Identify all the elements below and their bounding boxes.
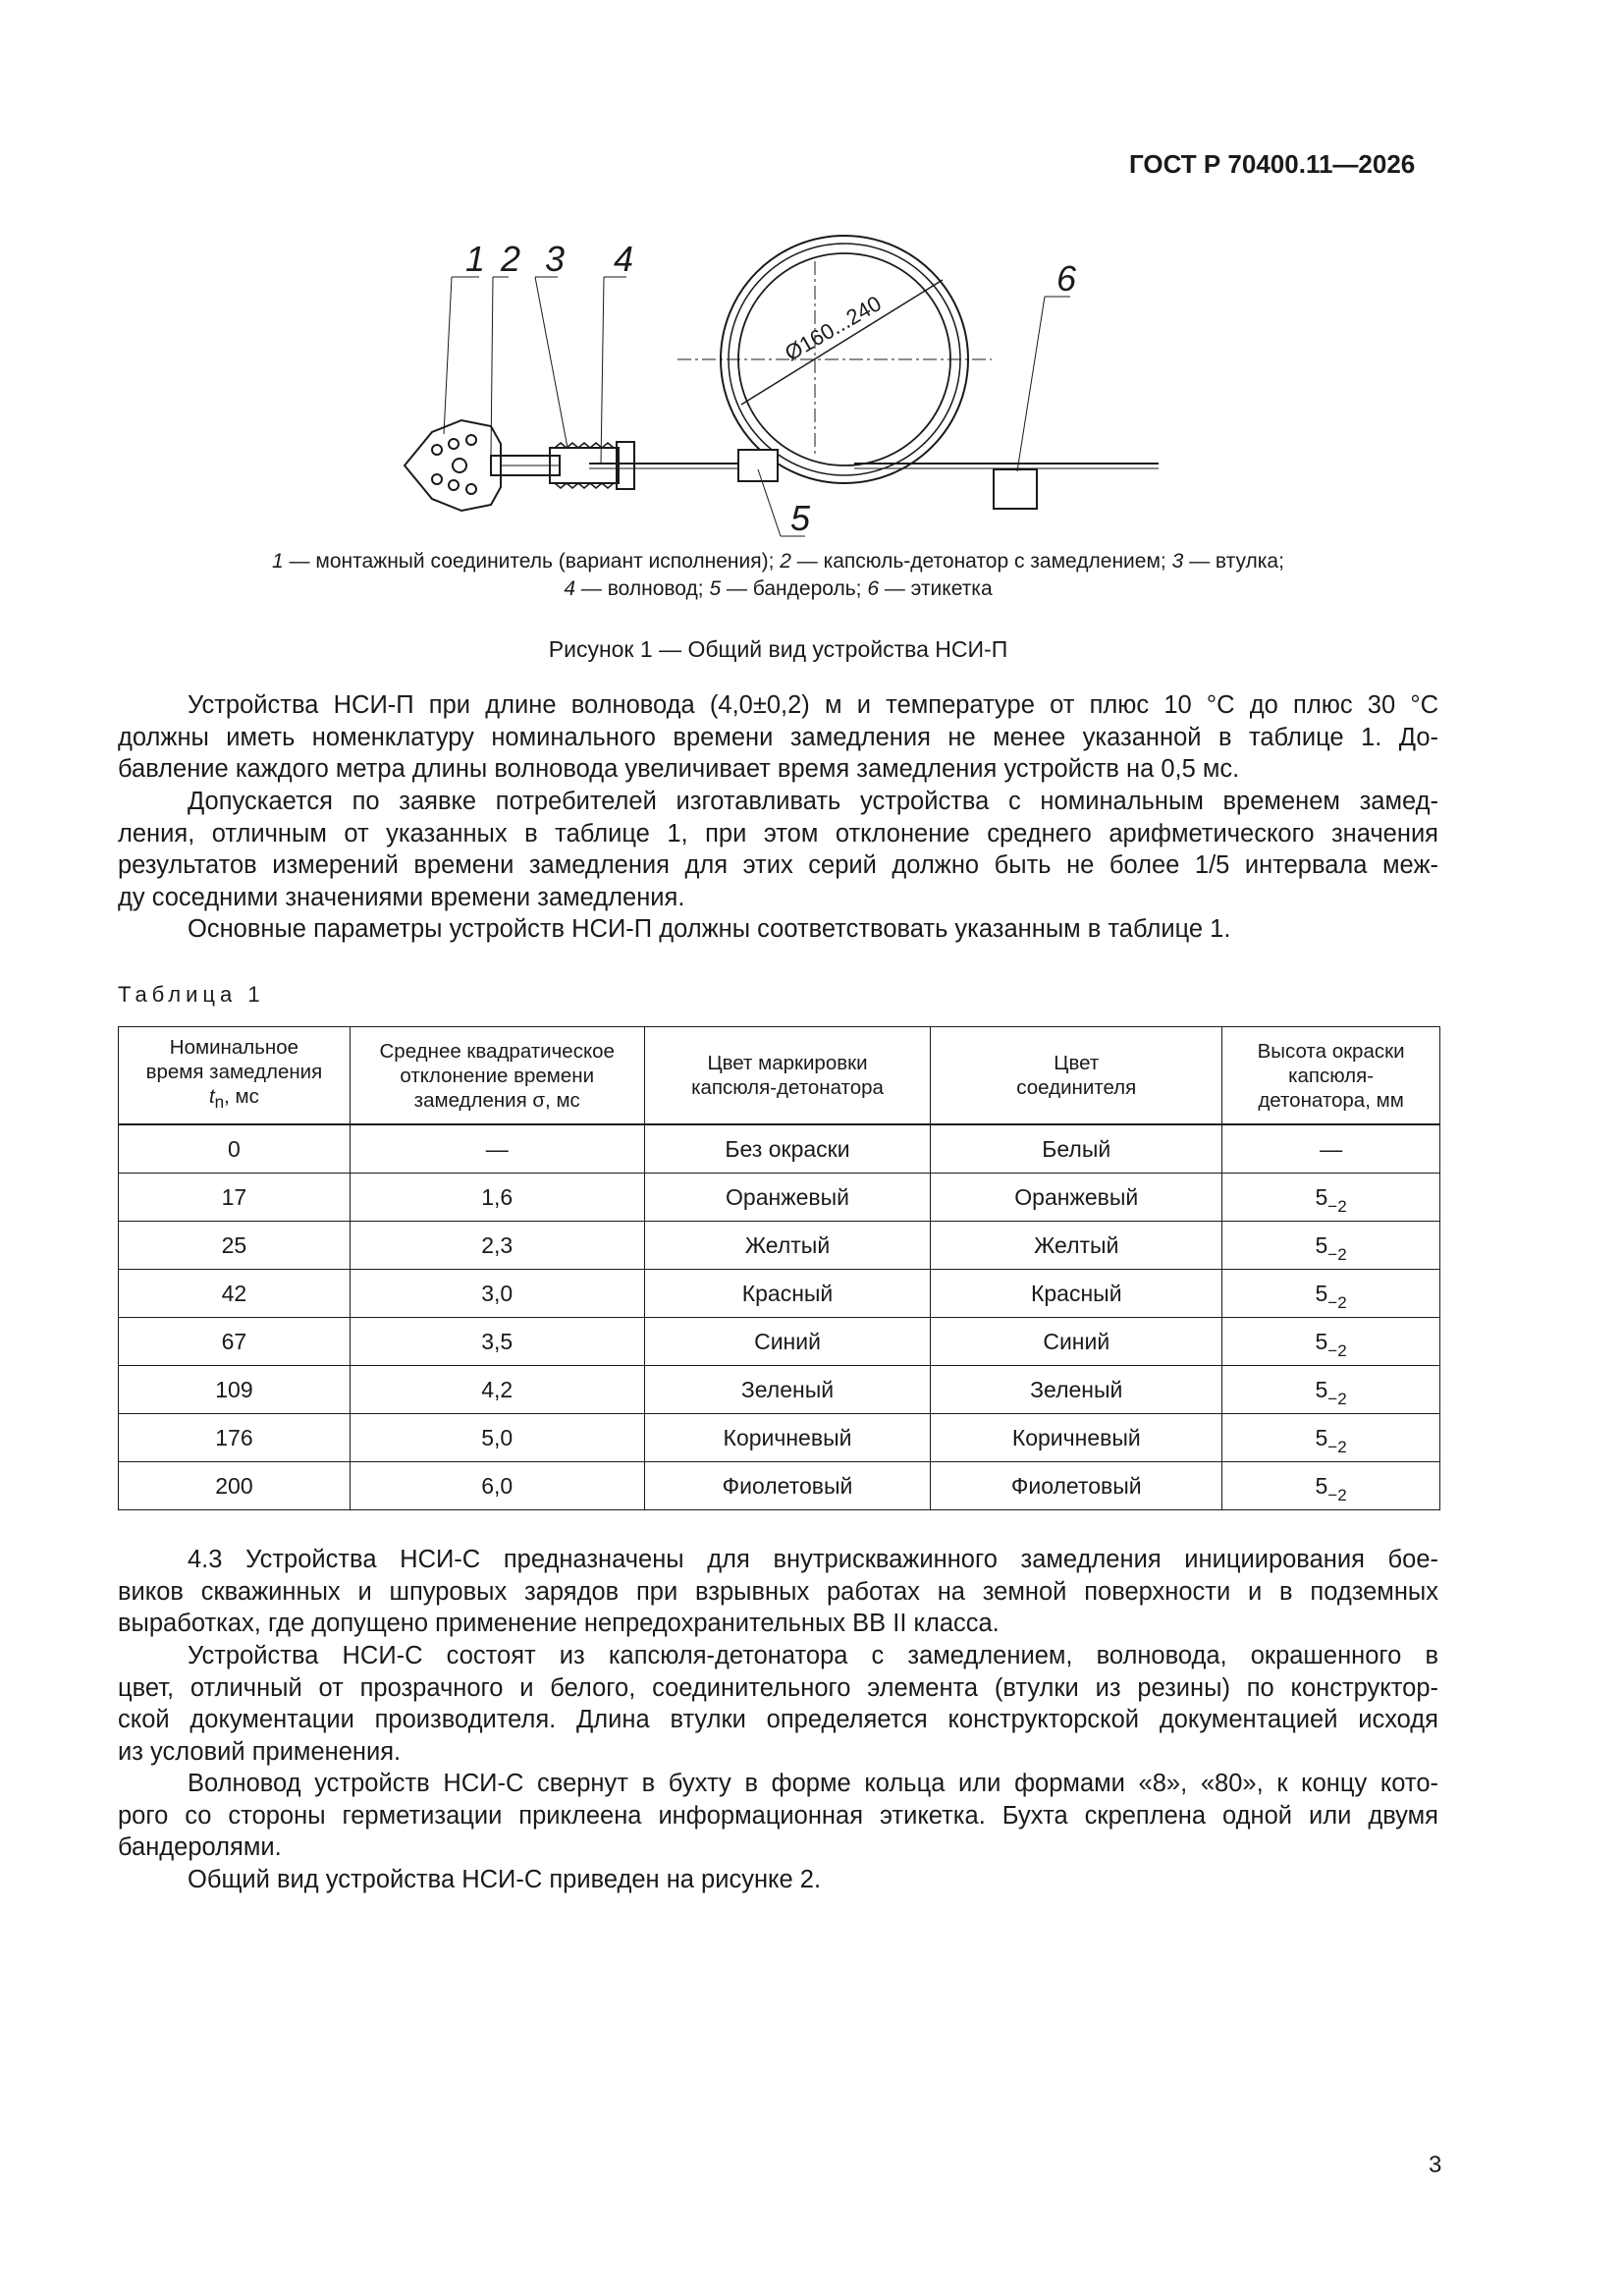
table-row <box>119 1462 1440 1510</box>
dimension-label: Ø160...240 <box>781 291 886 366</box>
paragraph-1: Устройства НСИ-П при длине волновода (4,0±0,2) м и температуре от плюс 10 °С до плюс 30 °С должны иметь номенклатуру номинального времени замедления не менее указанной в таблице 1. До- бавление каждого метра длины волновода увеличивает время замедления устройств на 0,5 мс. <box>118 691 1438 783</box>
callout-4: 4 <box>614 239 634 279</box>
band-label <box>738 450 778 481</box>
cell-time: 42 <box>119 1270 351 1318</box>
callout-3: 3 <box>545 239 566 279</box>
cell-sigma: 4,2 <box>350 1366 644 1414</box>
paragraph-5: Устройства НСИ-С состоят из капсюля-детонатора с замедлением, волновода, окрашенного в цвет, отличный от прозрачного и белого, соединительного элемента (втулки из резины) по конструктор- ской документации производителя. Длина втулки определяется конструкторской документацией исходя из условий применения. <box>118 1642 1438 1766</box>
figure-legend-line-1: 1 — монтажный соединитель (вариант исполнения); 2 — капсюль-детонатор с замедлением; 3 — втулка; <box>272 550 1284 573</box>
cell-height: $5_{-2}$ <box>1222 1174 1440 1222</box>
cell-height: $5_{-2}$ <box>1222 1318 1440 1366</box>
cell-time: 17 <box>119 1174 351 1222</box>
header-sigma: Среднее квадратическое отклонение времени замедления σ, мс <box>350 1027 644 1125</box>
header-nominal-time: Номинальное время замедления $t_n$, мс <box>119 1027 351 1125</box>
cell-connector: Коричневый <box>931 1414 1222 1462</box>
cell-time: 109 <box>119 1366 351 1414</box>
cell-height: $5_{-2}$ <box>1222 1462 1440 1510</box>
cell-marking: Желтый <box>644 1222 931 1270</box>
table-row <box>119 1222 1440 1270</box>
cell-time: 200 <box>119 1462 351 1510</box>
cell-connector: Красный <box>931 1270 1222 1318</box>
table-row <box>119 1174 1440 1222</box>
cell-marking: Оранжевый <box>644 1174 931 1222</box>
cell-height: $5_{-2}$ <box>1222 1222 1440 1270</box>
cell-connector: Синий <box>931 1318 1222 1366</box>
cell-height: $5_{-2}$ <box>1222 1366 1440 1414</box>
cell-marking: Фиолетовый <box>644 1462 931 1510</box>
cell-time: 25 <box>119 1222 351 1270</box>
cell-connector: Белый <box>931 1124 1222 1174</box>
table-row <box>119 1124 1440 1174</box>
table-row <box>119 1414 1440 1462</box>
table-row <box>119 1366 1440 1414</box>
cell-connector: Желтый <box>931 1222 1222 1270</box>
cell-sigma: 6,0 <box>350 1462 644 1510</box>
table-header-row <box>119 1027 1440 1125</box>
table-label: Таблица 1 <box>118 982 265 1007</box>
header-marking-color: Цвет маркировки капсюля-детонатора <box>644 1027 931 1125</box>
cell-time: 176 <box>119 1414 351 1462</box>
cell-marking: Коричневый <box>644 1414 931 1462</box>
cell-connector: Оранжевый <box>931 1174 1222 1222</box>
table-row <box>119 1270 1440 1318</box>
paragraph-4-3: 4.3 Устройства НСИ-С предназначены для внутрискважинного замедления инициирования бое- виков скважинных и шпуровых зарядов при взрывных работах на земной поверхности и в подземных выработках, где допущено применение непредохранительных ВВ II класса. <box>118 1546 1438 1637</box>
header-paint-height: Высота окраски капсюля- детонатора, мм <box>1222 1027 1440 1125</box>
cell-sigma: — <box>350 1124 644 1174</box>
paragraph-7: Общий вид устройства НСИ-С приведен на рисунке 2. <box>188 1866 822 1893</box>
callout-1: 1 <box>465 239 486 279</box>
paragraph-3: Основные параметры устройств НСИ-П должны соответствовать указанным в таблице 1. <box>188 915 1231 943</box>
cell-height: — <box>1222 1124 1440 1174</box>
cell-height: $5_{-2}$ <box>1222 1270 1440 1318</box>
callout-6: 6 <box>1056 258 1077 299</box>
figure-caption: Рисунок 1 — Общий вид устройства НСИ-П <box>548 636 1008 662</box>
document-header: ГОСТ Р 70400.11—2026 <box>1129 149 1416 179</box>
paragraph-6: Волновод устройств НСИ-С свернут в бухту в форме кольца или формами «8», «80», к концу кото- рого со стороны герметизации приклеена информационная этикетка. Бухта скреплена одной или двумя бандеролями. <box>118 1770 1438 1861</box>
cell-sigma: 2,3 <box>350 1222 644 1270</box>
cell-marking: Красный <box>644 1270 931 1318</box>
paragraph-2: Допускается по заявке потребителей изготавливать устройства с номинальным временем замед- ления, отличным от указанных в таблице 1, при этом отклонение среднего арифметического значения результатов измерений времени замедления для этих серий должно быть не более 1/5 интервала меж- ду соседними значениями времени замедления. <box>118 788 1438 911</box>
cell-sigma: 1,6 <box>350 1174 644 1222</box>
figure-legend-line-2: 4 — волновод; 5 — бандероль; 6 — этикетка <box>564 577 993 600</box>
cell-marking: Зеленый <box>644 1366 931 1414</box>
cell-connector: Зеленый <box>931 1366 1222 1414</box>
table-row <box>119 1318 1440 1366</box>
cell-sigma: 3,5 <box>350 1318 644 1366</box>
cell-height: $5_{-2}$ <box>1222 1414 1440 1462</box>
cell-marking: Без окраски <box>644 1124 931 1174</box>
page-number: 3 <box>1429 2152 1442 2178</box>
header-connector-color: Цвет соединителя <box>931 1027 1222 1125</box>
cell-sigma: 3,0 <box>350 1270 644 1318</box>
table-1 <box>118 1026 1440 1510</box>
cell-marking: Синий <box>644 1318 931 1366</box>
figure-1-drawing <box>393 226 1178 540</box>
callout-5: 5 <box>790 498 811 538</box>
tag-label <box>994 469 1037 509</box>
cell-time: 67 <box>119 1318 351 1366</box>
cell-connector: Фиолетовый <box>931 1462 1222 1510</box>
cell-sigma: 5,0 <box>350 1414 644 1462</box>
cell-time: 0 <box>119 1124 351 1174</box>
callout-2: 2 <box>501 239 521 279</box>
